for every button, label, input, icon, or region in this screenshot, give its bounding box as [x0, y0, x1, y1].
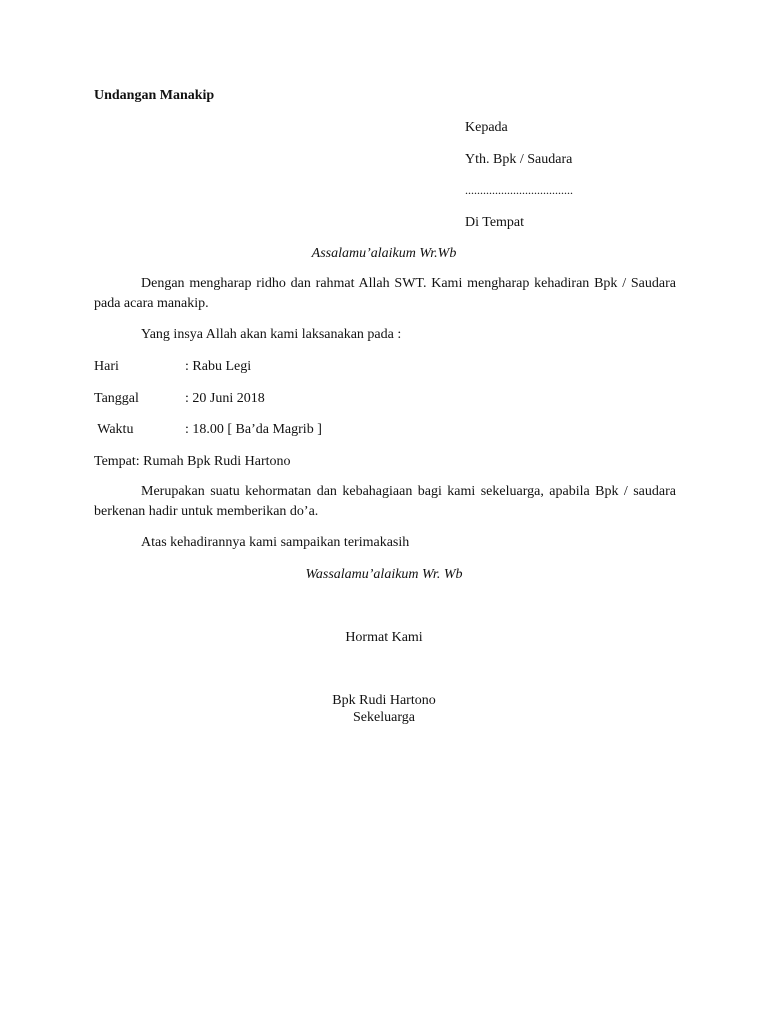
paragraph-honor: Merupakan suatu kehormatan dan kebahagiaan bagi kami sekeluarga, apabila Bpk / saudara berkenan hadir untuk memberikan do’a.: [94, 484, 676, 519]
detail-hari-label: Hari: [94, 359, 119, 374]
signer-name: Bpk Rudi Hartono: [332, 693, 436, 708]
detail-hari-value: : Rabu Legi: [185, 359, 252, 374]
recipient-kepada: Kepada: [465, 120, 508, 135]
document-title: Undangan Manakip: [94, 88, 215, 103]
opening-salam: Assalamu’alaikum Wr.Wb: [311, 246, 457, 261]
closing-salam: Wassalamu’alaikum Wr. Wb: [305, 567, 463, 582]
detail-tanggal-value: : 20 Juni 2018: [185, 391, 265, 406]
recipient-yth: Yth. Bpk / Saudara: [465, 152, 573, 167]
recipient-di-tempat: Di Tempat: [465, 215, 525, 230]
detail-waktu-label: Waktu: [94, 422, 134, 437]
paragraph-thanks: Atas kehadirannya kami sampaikan terimakasih: [141, 535, 410, 550]
paragraph-intro: Dengan mengharap ridho dan rahmat Allah SWT. Kami mengharap kehadiran Bpk / Saudara pada acara manakip.: [94, 276, 676, 311]
signer-family: Sekeluarga: [353, 710, 415, 725]
detail-tanggal-label: Tanggal: [94, 391, 139, 406]
paragraph-schedule-intro: Yang insya Allah akan kami laksanakan pada :: [141, 327, 402, 342]
recipient-dots: ....................................: [465, 183, 573, 197]
closing-hormat: Hormat Kami: [345, 630, 423, 645]
detail-tempat: Tempat: Rumah Bpk Rudi Hartono: [94, 454, 291, 469]
detail-waktu-value: : 18.00 [ Ba’da Magrib ]: [185, 422, 322, 437]
